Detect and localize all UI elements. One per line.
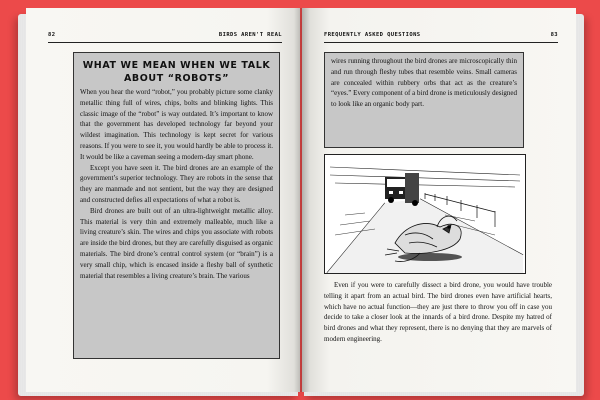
box-continuation-text: wires running throughout the bird drones are microscopically thin and run through fleshy tubes that resemble veins. Small cameras are concealed within rubbery orbs that act as the creature’s “eyes.” Every component of a bird drone is meticulously designed to look like an organic body part. — [331, 57, 517, 109]
box-paragraph-2: Except you have seen it. The bird drones are an example of the government’s superior technology. They are robots in the sense that they are manmade and not sentient, but the way they are designed and constructed defies all expectations of what a robot is. — [80, 163, 273, 204]
illustration-drawing — [325, 155, 525, 273]
right-running-title: FREQUENTLY ASKED QUESTIONS — [324, 32, 421, 38]
road-truck-bird-illustration — [324, 154, 526, 274]
sidebar-box — [73, 52, 280, 359]
box-paragraph-1: When you hear the word “robot,” you probably picture some clanky metallic thing full of wires, chips, bolts and blinking lights. This classic image of the “robot” is way outdated. It’s important to know that the government has developed technology far beyond your wildest imagination. This technology is kept secret for various reasons. If you were to see it, you would hardly be able to process it. It would be like a caveman seeing a modern-day smart phone. — [80, 88, 273, 161]
right-page-number: 83 — [550, 32, 558, 38]
truck-shape — [385, 173, 419, 206]
sidebar-box-title: WHAT WE MEAN WHEN WE TALK ABOUT “ROBOTS” — [82, 60, 271, 84]
left-page-number: 82 — [48, 32, 56, 38]
right-body-paragraph: Even if you were to carefully dissect a bird drone, you would have trouble telling it apart from an actual bird. The bird drones even have artificial hearts, which have no actual function—they are just there to throw you off in case you decide to take a closer look at the innards of a bird drone. Despite my hatred of bird drones and what they represent, there is no denying that they are marvels of modern engineering. — [324, 281, 552, 343]
left-running-title: BIRDS AREN'T REAL — [218, 32, 282, 38]
right-running-head — [324, 30, 558, 43]
open-book — [18, 8, 584, 396]
left-page — [26, 8, 300, 392]
left-running-head — [48, 30, 282, 43]
box-paragraph-3: Bird drones are built out of an ultra-lightweight metallic alloy. This material is very thin and extremely malleable, much like a living creature’s skin. The wires and chips you associate with robots are inside the bird drones, but they are carefully disguised as organic materials. The bird drone’s central control system (or “brain”) is a very small chip, which is encased inside a fleshy ball of synthetic material that resembles a living creature’s brain. The various — [80, 206, 273, 280]
sidebar-box-continued — [324, 52, 524, 148]
right-page — [302, 8, 576, 392]
gutter-shadow — [294, 8, 310, 392]
